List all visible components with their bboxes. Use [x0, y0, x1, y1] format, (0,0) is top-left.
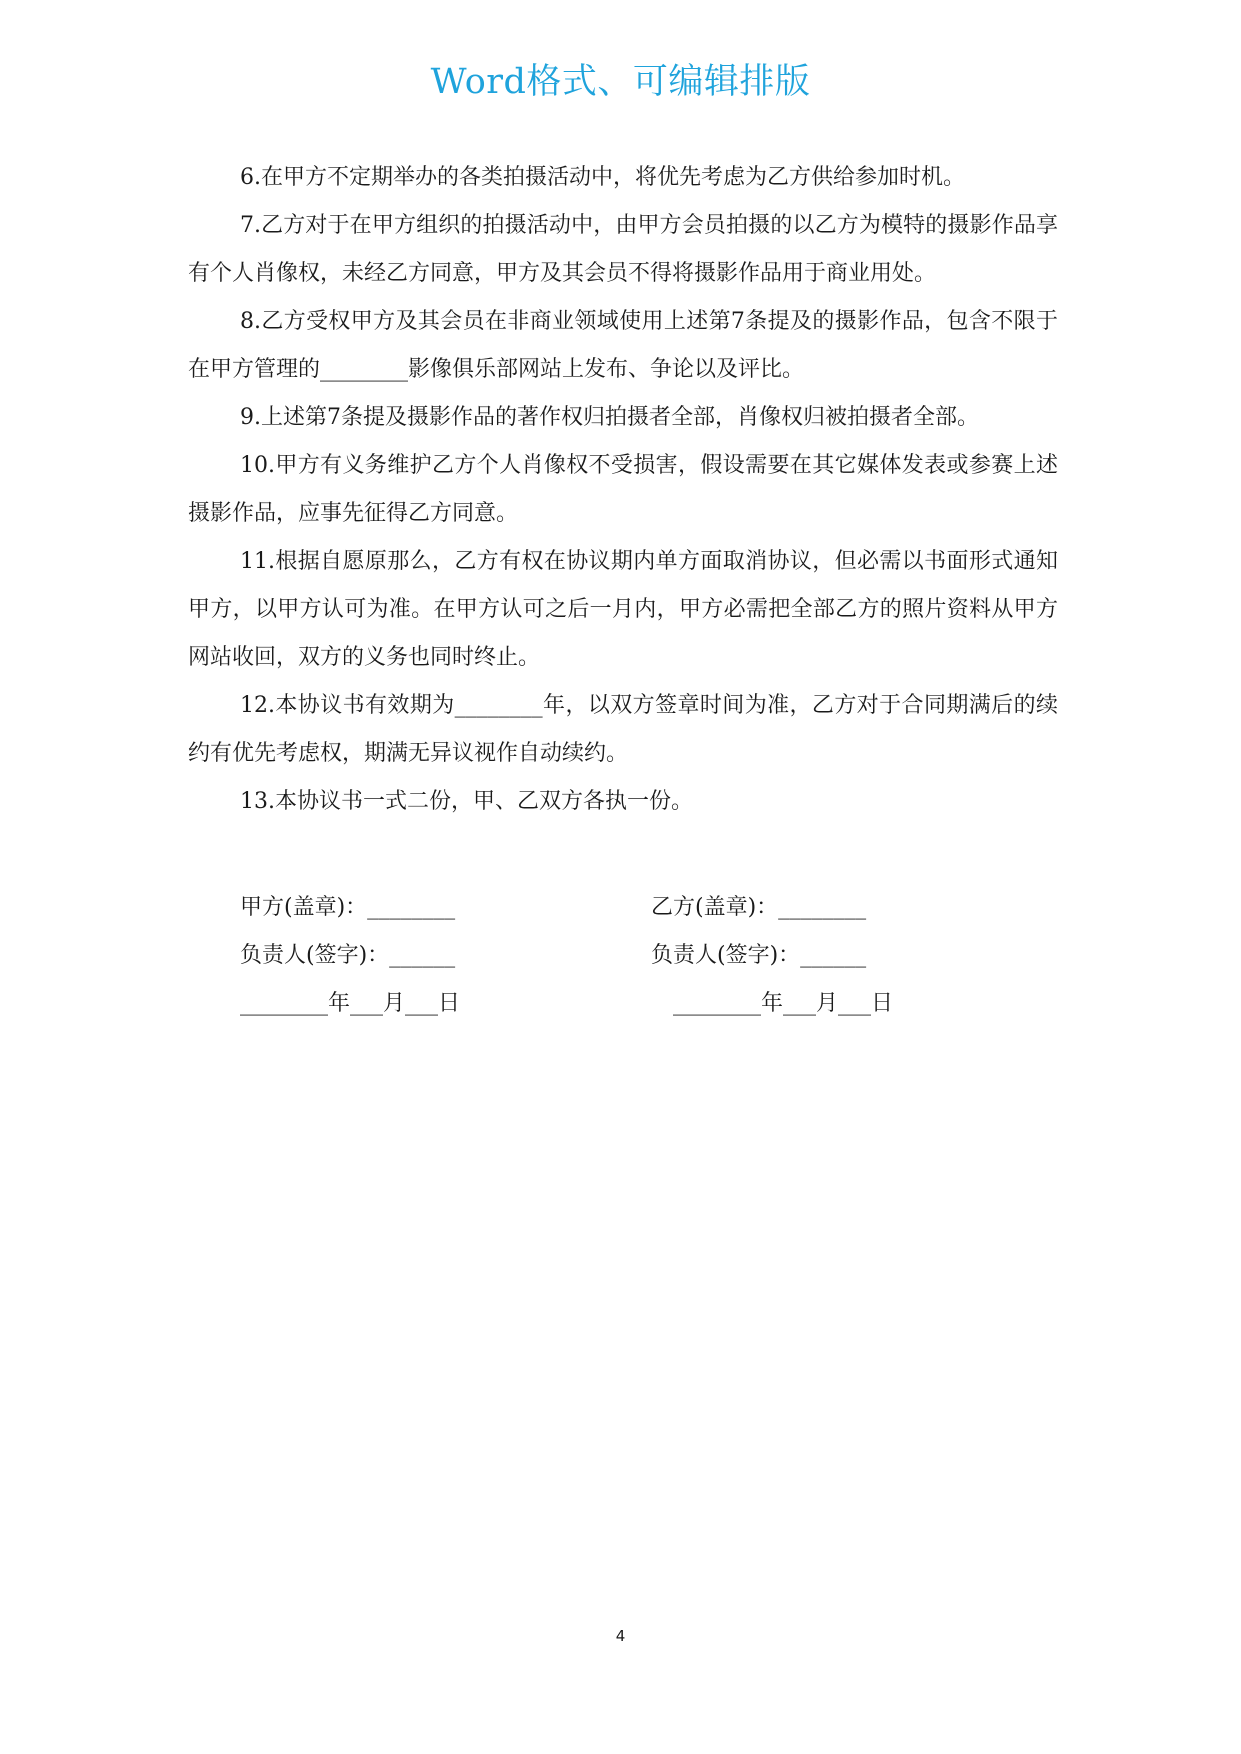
clause-6: 6.在甲方不定期举办的各类拍摄活动中，将优先考虑为乙方供给参加时机。	[240, 165, 965, 190]
party-b-seal-line: 乙方(盖章)：________	[651, 895, 867, 920]
clause-13: 13.本协议书一式二份，甲、乙双方各执一份。	[240, 789, 693, 814]
party-a-seal-line: 甲方(盖章)：________	[240, 895, 456, 920]
signature-block	[240, 884, 1060, 1028]
clause-11: 11.根据自愿原那么，乙方有权在协议期内单方面取消协议，但必需以书面形式通知甲方，以甲方认可为准。在甲方认可之后一月内，甲方必需把全部乙方的照片资料从甲方网站收回，双方的义务也同时终止。	[188, 549, 1058, 670]
document-body	[188, 154, 1058, 826]
party-b-signer-line: 负责人(签字)：______	[651, 943, 867, 968]
clause-7: 7.乙方对于在甲方组织的拍摄活动中，由甲方会员拍摄的以乙方为模特的摄影作品享有个人肖像权，未经乙方同意，甲方及其会员不得将摄影作品用于商业用处。	[188, 213, 1058, 286]
party-b-date-line: ________年___月___日	[673, 991, 894, 1016]
clause-12: 12.本协议书有效期为________年，以双方签章时间为准，乙方对于合同期满后的续约有优先考虑权，期满无异议视作自动续约。	[188, 693, 1058, 766]
party-a-signer-line: 负责人(签字)：______	[240, 943, 456, 968]
party-a-date-line: ________年___月___日	[240, 991, 461, 1016]
clause-10: 10.甲方有义务维护乙方个人肖像权不受损害，假设需要在其它媒体发表或参赛上述摄影作品，应事先征得乙方同意。	[188, 453, 1058, 526]
clause-8: 8.乙方受权甲方及其会员在非商业领域使用上述第7条提及的摄影作品，包含不限于在甲方管理的________影像俱乐部网站上发布、争论以及评比。	[188, 309, 1058, 382]
clause-9: 9.上述第7条提及摄影作品的著作权归拍摄者全部，肖像权归被拍摄者全部。	[240, 405, 979, 430]
page-header-title: Word格式、可编辑排版	[430, 62, 811, 102]
seal-row	[240, 884, 1060, 932]
date-row	[240, 980, 1060, 1028]
page-number: 4	[615, 1627, 626, 1645]
signer-row	[240, 932, 1060, 980]
